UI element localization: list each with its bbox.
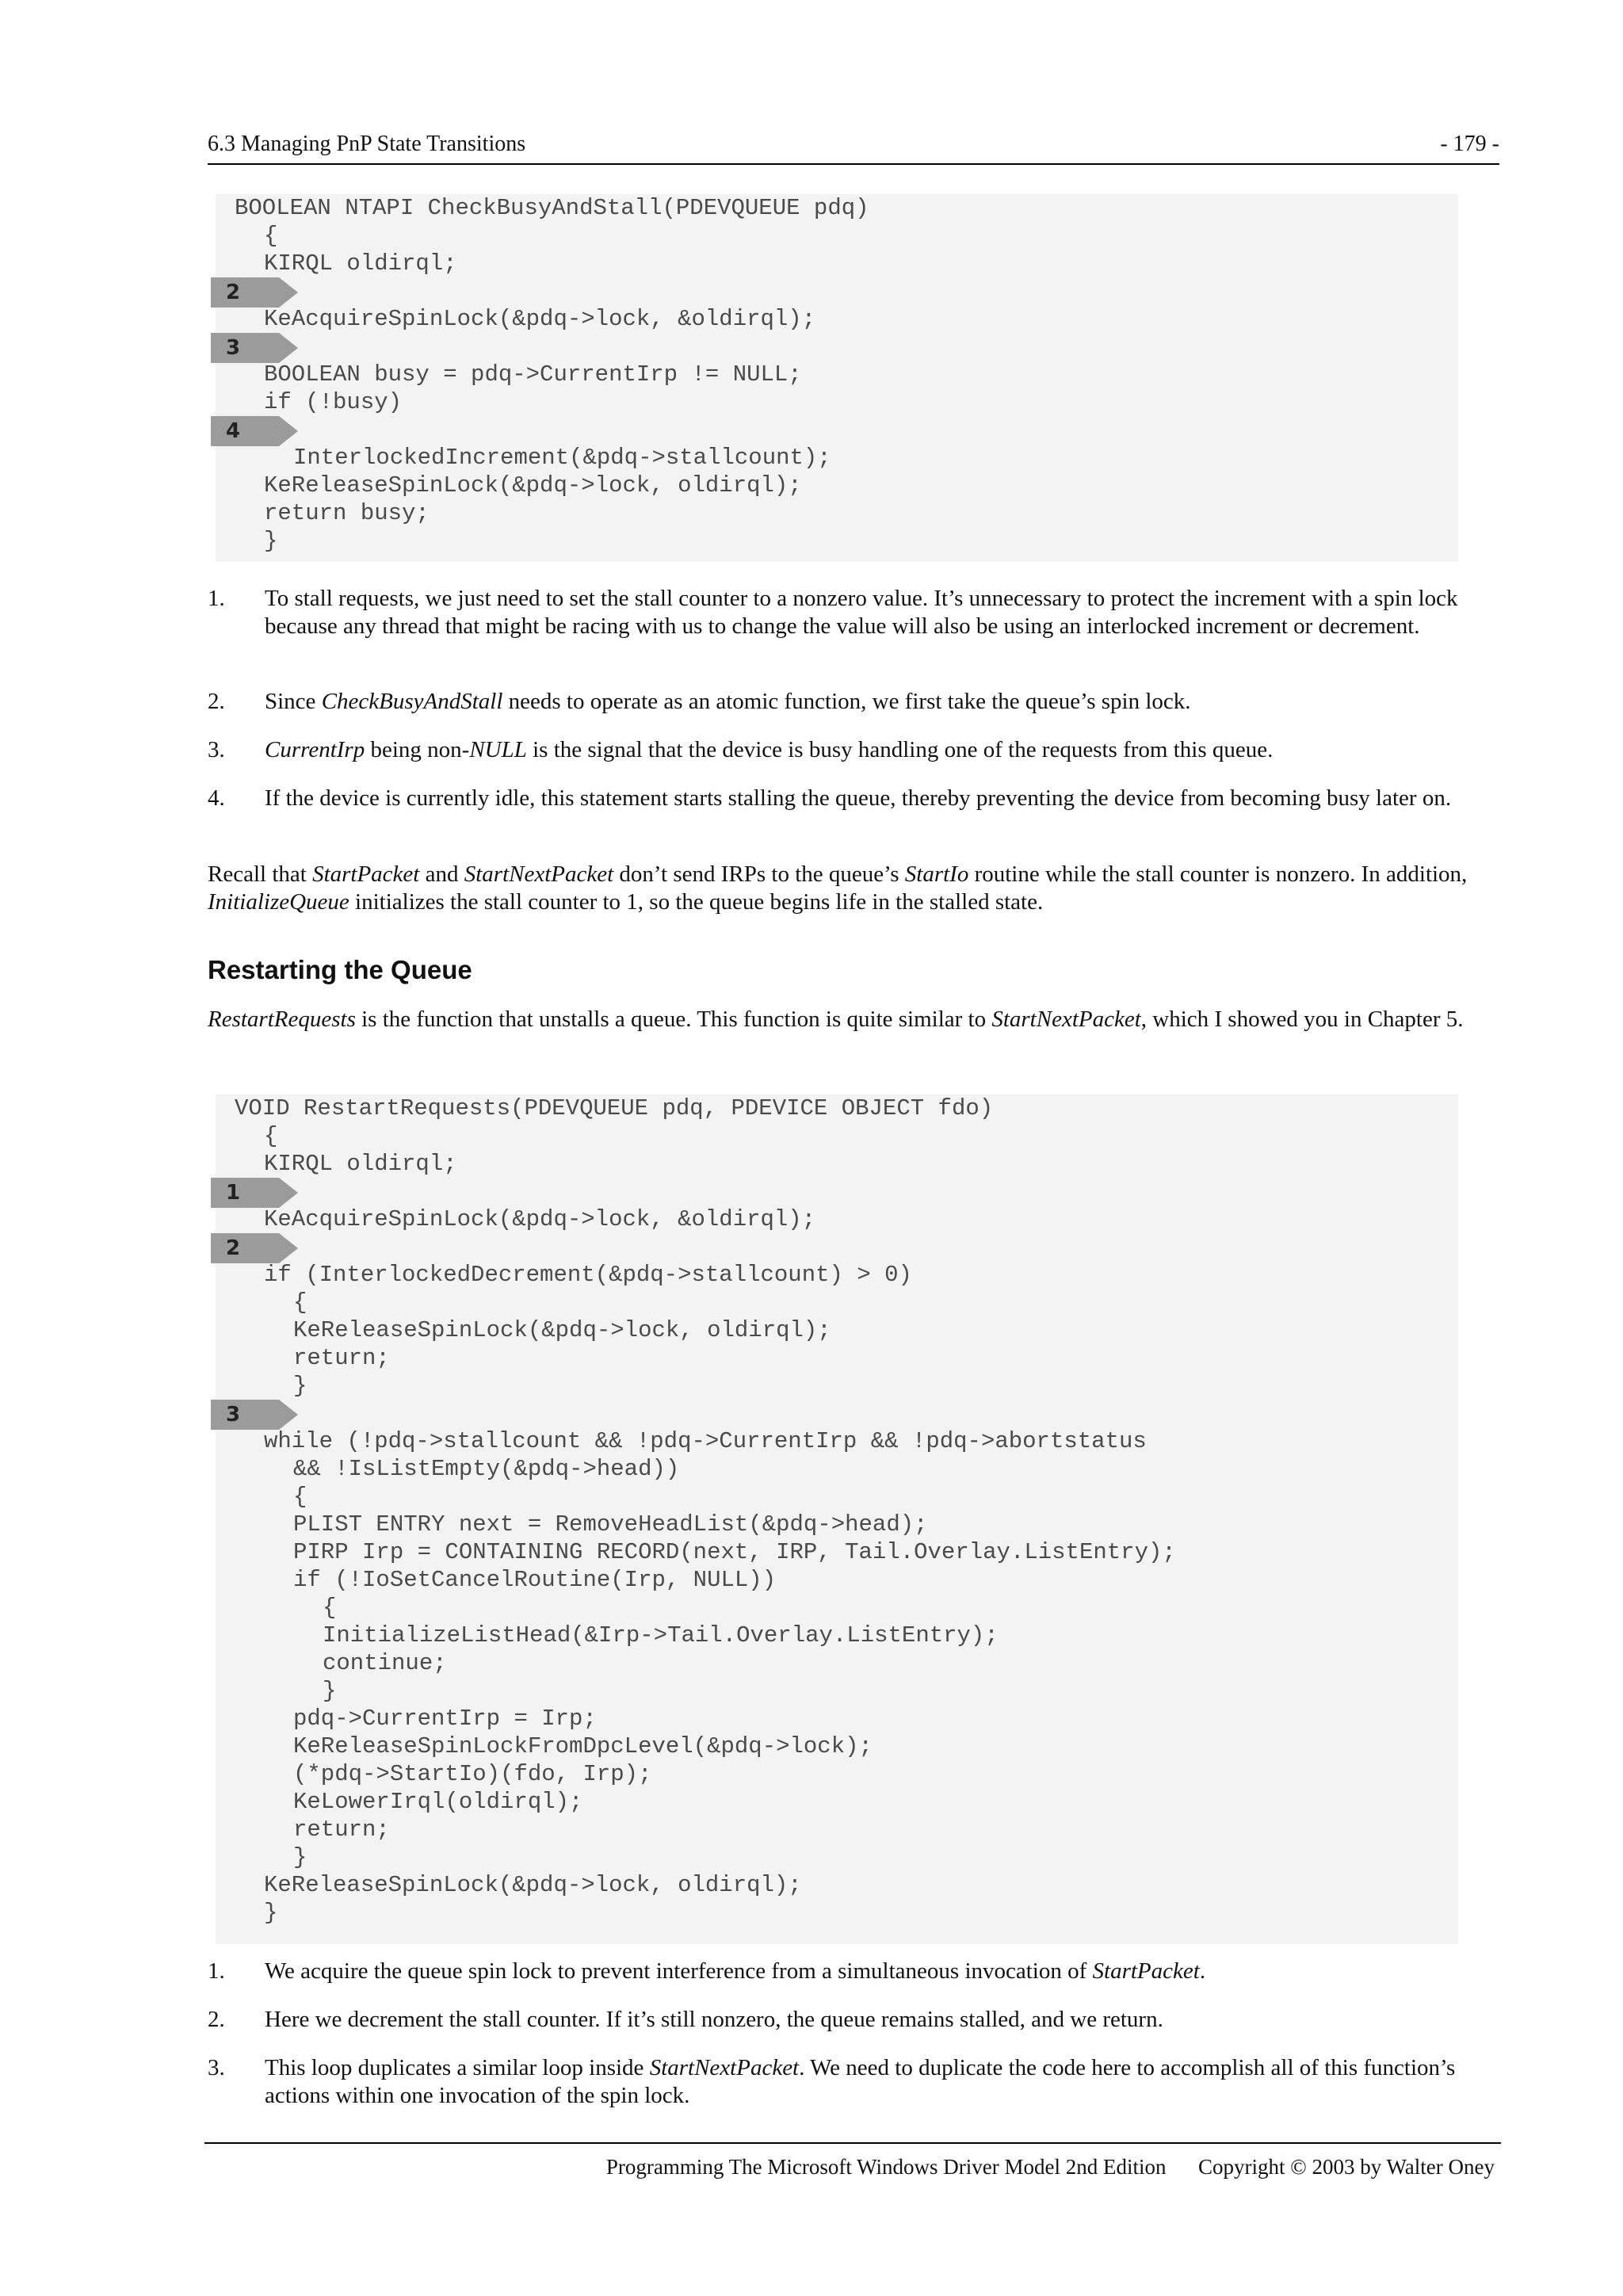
callout-marker-icon: 4 — [211, 416, 298, 446]
code-line: } — [293, 1373, 307, 1399]
callout-marker-icon: 2 — [211, 1233, 298, 1263]
callout-marker-icon: 3 — [211, 1400, 298, 1430]
code-line: KIRQL oldirql; — [264, 1151, 457, 1177]
code-line: PIRP Irp = CONTAINING RECORD(next, IRP, Tail.Overlay.ListEntry); — [293, 1539, 1176, 1565]
callout-marker-icon: 3 — [211, 333, 298, 363]
code-line: VOID RestartRequests(PDEVQUEUE pdq, PDEVICE OBJECT fdo) — [235, 1095, 994, 1121]
code-line: } — [323, 1678, 337, 1704]
code-line: { — [264, 223, 278, 249]
code-line: (*pdq->StartIo)(fdo, Irp); — [293, 1761, 652, 1787]
paragraph-recall: Recall that StartPacket and StartNextPacket don’t send IRPs to the queue’s StartIo routine while the stall counter is nonzero. In addition, InitializeQueue initializes the stall counter to 1, so the queue begins life in the stalled state. — [208, 861, 1468, 915]
code-line: BOOLEAN NTAPI CheckBusyAndStall(PDEVQUEUE pdq) — [235, 195, 869, 221]
code-line: return busy; — [264, 500, 430, 526]
code-line: InterlockedIncrement(&pdq->stallcount); — [293, 445, 831, 471]
code-line: InitializeListHead(&Irp->Tail.Overlay.ListEntry); — [323, 1622, 999, 1648]
code-line: { — [293, 1484, 307, 1510]
page-header — [208, 132, 1499, 165]
code-line: KeReleaseSpinLockFromDpcLevel(&pdq->lock); — [293, 1733, 873, 1759]
subheading: Restarting the Queue — [208, 955, 472, 984]
code-line: { — [264, 1123, 278, 1149]
code-line: PLIST ENTRY next = RemoveHeadList(&pdq->head); — [293, 1511, 928, 1538]
document-page: 6.3 Managing PnP State Transitions - 179 - BOOLEAN NTAPI CheckBusyAndStall(PDEVQUEUE pdq) { KIRQL oldirql; KeAcquireSpinLock(&pdq->lock, &oldirql); BOOLEAN busy = pdq->CurrentIrp != NULL; if (!busy) InterlockedIncrement(&pdq->stallcount); KeReleaseSpinLock(&pdq->lock, oldirql); return busy; } 2 3 4 1. To stall requests, we just need to set the stall counter to a nonzero value. It’s unnecessary to protect the increment with a spin lock because any thread that might be racing with us to change the value will also be using an interlocked increment or decrement. 2. Since CheckBusyAndStall needs to operate as an atomic function, we first take the queue’s spin lock. 3. CurrentIrp being non-NULL is the signal that the device is busy handling one of the requests from this queue. 4. If the device is currently idle, this statement starts stalling the queue, thereby preventing the device from becoming busy later on. Recall that StartPacket and StartNextPacket don’t send IRPs to the queue’s StartIo routine while the stall counter is nonzero. In addition, InitializeQueue initializes the stall counter to 1, so the queue begins life in the stalled state. Restarting the Queue RestartRequests is the function that unstalls a queue. This function is quite similar to StartNextPacket, which I showed you in Chapter 5. VOID RestartRequests(PDEVQUEUE pdq, PDEVICE OBJECT fdo) { KIRQL oldirql; KeAcquireSpinLock(&pdq->lock, &oldirql); if (InterlockedDecrement(&pdq->stallcount) > 0) { KeReleaseSpinLock(&pdq->lock, oldirql); return; } while (!pdq->stallcount && !pdq->CurrentIrp && !pdq->abortstatus && !IsListEmpty(&pdq->head)) { PLIST ENTRY next = RemoveHeadList(&pdq->head); PIRP Irp = CONTAINING RECORD(next, IRP, Tail.Overlay.ListEntry); if (!IoSetCancelRoutine(Irp, NULL)) { InitializeListHead(&Irp->Tail.Overlay.ListEntry); continue; } pdq->CurrentIrp = Irp; KeReleaseSpinLockFromDpcLevel(&pdq->lock); (*pdq->StartIo)(fdo, Irp); KeLowerIrql(oldirql); return; } KeReleaseSpinLock(&pdq->lock, oldirql); } 1 2 3 1. We acquire the queue spin lock to prevent interference from a simultaneous invocation of StartPacket. 2. Here we decrement the stall counter. If it’s still nonzero, the queue remains stalled, and we return. 3. This loop duplicates a similar loop inside StartNextPacket. We need to duplicate the code here to accomplish all of this function’s actions within one invocation of the spin lock. Programming The Microsoft Windows Driver Model 2nd Edition Copyright © 2003 by Walter Oney — [0, 0, 1623, 2296]
footer-book-title: Programming The Microsoft Windows Driver Model 2nd Edition — [605, 2155, 1167, 2179]
code-line: { — [323, 1595, 337, 1621]
section-title: 6.3 Managing PnP State Transitions — [208, 132, 526, 156]
code-line: while (!pdq->stallcount && !pdq->CurrentIrp && !pdq->abortstatus — [264, 1428, 1147, 1454]
code-line: KIRQL oldirql; — [264, 250, 457, 277]
callout-marker-icon: 2 — [211, 277, 298, 308]
code-line: KeAcquireSpinLock(&pdq->lock, &oldirql); — [264, 306, 816, 332]
page-number: - 179 - — [1440, 132, 1499, 156]
footer-copyright: Copyright © 2003 by Walter Oney — [1197, 2155, 1495, 2179]
code-line: { — [293, 1289, 307, 1316]
code-line: return; — [293, 1345, 390, 1371]
callout-marker-icon: 1 — [211, 1178, 298, 1208]
code-line: } — [264, 528, 278, 554]
code-line: BOOLEAN busy = pdq->CurrentIrp != NULL; — [264, 361, 802, 388]
code-line: KeReleaseSpinLock(&pdq->lock, oldirql); — [264, 1872, 802, 1898]
code-line: } — [264, 1900, 278, 1926]
code-line: if (!IoSetCancelRoutine(Irp, NULL)) — [293, 1567, 777, 1593]
code-line: if (InterlockedDecrement(&pdq->stallcount) > 0) — [264, 1262, 912, 1288]
code-line: pdq->CurrentIrp = Irp; — [293, 1706, 597, 1732]
code-line: continue; — [323, 1650, 447, 1676]
page-footer — [204, 2142, 1501, 2179]
code-line: KeReleaseSpinLock(&pdq->lock, oldirql); — [264, 472, 802, 499]
code-line: KeLowerIrql(oldirql); — [293, 1789, 583, 1815]
code-line: KeAcquireSpinLock(&pdq->lock, &oldirql); — [264, 1206, 816, 1232]
code-line: KeReleaseSpinLock(&pdq->lock, oldirql); — [293, 1317, 831, 1343]
paragraph-restart-intro: RestartRequests is the function that unstalls a queue. This function is quite similar to StartNextPacket, which I showed you in Chapter 5. — [208, 1007, 1464, 1032]
code-line: if (!busy) — [264, 389, 403, 415]
code-line: && !IsListEmpty(&pdq->head)) — [293, 1456, 680, 1482]
code-line: return; — [293, 1817, 390, 1843]
code-line: } — [293, 1844, 307, 1870]
code-block-check-busy — [216, 194, 1458, 562]
code-block-restart-requests — [216, 1095, 1458, 1944]
